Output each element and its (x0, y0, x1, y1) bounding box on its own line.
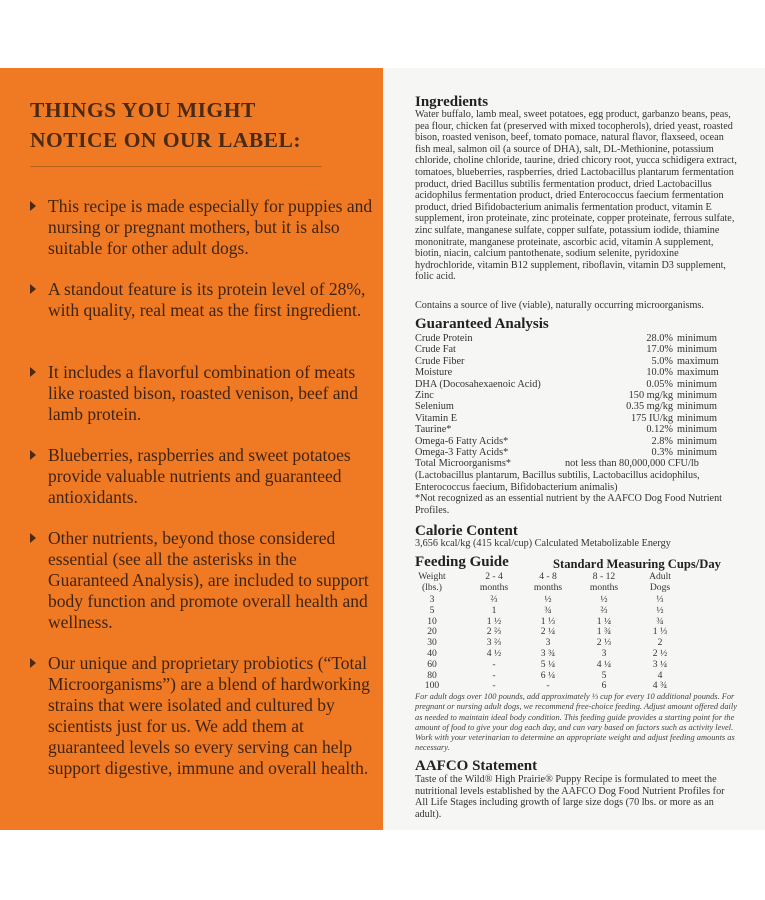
nutrient-unit: minimum (677, 401, 718, 413)
feeding-cell: 1 (491, 604, 497, 616)
feeding-cell: 3 ⅔ (486, 637, 502, 649)
feeding-cell: ½ (656, 604, 664, 616)
nutrient-name: Crude Fiber (415, 355, 465, 367)
feeding-cell: 3 (601, 648, 607, 659)
nutrient-name: Moisture (415, 367, 453, 379)
nutrient-unit: minimum (677, 412, 718, 424)
nutrient-name: Crude Protein (415, 333, 473, 344)
aafco-statement-heading: AAFCO Statement (415, 758, 538, 774)
feeding-header-cell: (lbs.) (422, 582, 442, 593)
nutrient-unit: minimum (677, 435, 718, 447)
nutrient-value: 0.3% (651, 447, 673, 458)
bullet-text: It includes a flavorful combination of meats like roasted bison, roasted venison, beef and lamb protein. (48, 362, 359, 424)
bullet-arrow-icon (30, 658, 36, 668)
feeding-cell: 4 ¾ (652, 680, 668, 692)
bullet-item (48, 196, 373, 259)
calorie-content-text: 3,656 kcal/kg (415 kcal/cup) Calculated Metabolizable Energy (415, 538, 671, 549)
nutrient-name: Crude Fat (415, 344, 456, 356)
guaranteed-row (415, 390, 745, 402)
feeding-cell: 2 ⅔ (486, 626, 502, 638)
guaranteed-row (415, 436, 745, 448)
feeding-header-cell: Adult (649, 571, 671, 582)
nutrient-unit: minimum (677, 333, 718, 344)
nutrient-unit: minimum (677, 447, 718, 458)
bullet-item (48, 445, 373, 508)
panel-title-line-1: THINGS YOU MIGHT (30, 98, 256, 122)
ingredients-heading: Ingredients (415, 94, 489, 110)
microorganisms-strains: (Lactobacillus plantarum, Bacillus subtilis, Lactobacillus acidophilus, Enterococcus faecium, Bifidobacterium animalis) (415, 470, 700, 493)
nutrient-name: Omega-3 Fatty Acids* (415, 447, 509, 458)
microorganisms-name: Total Microorganisms* (415, 458, 512, 469)
bullet-arrow-icon (30, 367, 36, 377)
feeding-cell: 80 (427, 669, 437, 681)
feeding-header-cell: 2 - 4 (485, 571, 503, 582)
bullet-arrow-icon (30, 533, 36, 543)
feeding-cell: 4 ¼ (596, 658, 612, 670)
nutrient-name: DHA (Docosahexaenoic Acid) (415, 378, 541, 390)
feeding-cell: ⅔ (600, 604, 608, 616)
guaranteed-row (415, 379, 745, 391)
bullet-item (48, 279, 373, 321)
nutrient-value: 0.05% (646, 378, 673, 390)
feeding-cell: 2 ½ (652, 648, 668, 659)
guaranteed-row (415, 413, 745, 425)
feeding-cell: 5 ¼ (540, 658, 556, 670)
feeding-header-cell: months (589, 582, 619, 593)
calorie-content-heading: Calorie Content (415, 523, 518, 539)
guaranteed-row (415, 367, 745, 379)
feeding-cell: 60 (427, 658, 437, 670)
feeding-header-cell: Dogs (649, 582, 671, 593)
nutrient-value: 0.35 mg/kg (626, 401, 673, 413)
nutrient-name: Taurine* (415, 424, 452, 436)
nutrient-value: 0.12% (646, 424, 673, 436)
feeding-cell: - (546, 680, 550, 692)
feeding-cell: 1 ¾ (596, 626, 612, 638)
feeding-cell: ⅓ (656, 594, 664, 605)
guaranteed-row (415, 424, 745, 436)
bullet-text: Our unique and proprietary probiotics (“Total Microorganisms”) are a blend of hardworking strains that were isolated and cultured by scientists just for us. We add them at guaranteed levels so every serving can help support digestive, immune and overall health. (48, 653, 370, 778)
bullet-item (48, 362, 373, 425)
feeding-header-cell: 8 - 12 (592, 571, 616, 582)
aafco-statement-text: Taste of the Wild® High Prairie® Puppy Recipe is formulated to meet the nutritional levels established by the AAFCO Dog Food Nutrient Profiles for All Life Stages including growth of large size dogs (70 lbs. or more as an adult). (415, 774, 725, 820)
feeding-cell: 10 (427, 615, 437, 627)
feeding-cell: 100 (424, 680, 440, 692)
nutrient-value: 10.0% (646, 367, 673, 379)
guaranteed-analysis-heading: Guaranteed Analysis (415, 316, 549, 332)
feeding-cell: 40 (427, 648, 437, 659)
nutrient-name: Omega-6 Fatty Acids* (415, 435, 509, 447)
guaranteed-row (415, 401, 745, 413)
microorganisms-row (415, 458, 745, 470)
bullet-text: This recipe is made especially for puppies and nursing or pregnant mothers, but it is also suitable for other adult dogs. (48, 196, 373, 258)
feeding-cell: - (492, 680, 496, 692)
nutrient-unit: minimum (677, 378, 718, 390)
feeding-cell: 3 (545, 637, 551, 649)
nutrient-unit: maximum (677, 367, 719, 379)
nutrient-unit: minimum (677, 344, 718, 356)
feeding-cell: 3 ¾ (540, 648, 556, 659)
feeding-cell: 1 ¼ (596, 615, 612, 627)
left-info-panel (0, 68, 383, 830)
guaranteed-row (415, 356, 745, 368)
nutrient-value: 2.8% (651, 435, 673, 447)
live-microorganisms-note: Contains a source of live (viable), naturally occurring microorganisms. (415, 300, 704, 311)
feeding-cell: ½ (600, 594, 608, 605)
feeding-cell: - (492, 658, 496, 670)
nutrient-value: 150 mg/kg (628, 390, 673, 401)
guaranteed-row (415, 333, 745, 345)
nutrient-name: Vitamin E (415, 412, 457, 424)
feeding-cell: 1 ⅓ (540, 615, 556, 627)
bullet-text: Other nutrients, beyond those considered essential (see all the asterisks in the Guaranteed Analysis), are included to support body function and promote overall health and wellness. (48, 528, 369, 632)
nutrient-value: 175 IU/kg (630, 412, 673, 424)
nutrition-label-panel (383, 68, 765, 830)
feeding-cell: - (492, 669, 496, 681)
feeding-guide-subheading: Standard Measuring Cups/Day (553, 557, 721, 571)
nutrient-value: 5.0% (651, 355, 673, 367)
feeding-cell: 1 ⅓ (652, 626, 668, 638)
bullet-text: A standout feature is its protein level of 28%, with quality, real meat as the first ingredient. (48, 279, 366, 320)
guaranteed-row (415, 344, 745, 356)
feeding-cell: 3 (429, 594, 435, 605)
bullet-item (48, 528, 373, 633)
feeding-cell: 1 ½ (486, 615, 502, 627)
bullet-arrow-icon (30, 450, 36, 460)
nutrient-value: 17.0% (646, 344, 673, 356)
feeding-cell: 2 ⅓ (596, 637, 612, 649)
title-divider (30, 166, 322, 167)
aafco-essential-note: *Not recognized as an essential nutrient by the AAFCO Dog Food Nutrient Profiles. (415, 493, 722, 516)
feeding-cell: 20 (427, 626, 437, 638)
nutrient-value: 28.0% (646, 333, 673, 344)
bullet-text: Blueberries, raspberries and sweet potatoes provide valuable nutrients and guaranteed antioxidants. (48, 445, 351, 507)
feeding-cell: ¾ (544, 604, 552, 616)
nutrient-unit: minimum (677, 390, 718, 401)
nutrient-unit: maximum (677, 355, 719, 367)
microorganisms-value: not less than 80,000,000 CFU/lb (565, 458, 699, 469)
bullet-arrow-icon (30, 201, 36, 211)
feeding-header-cell: Weight (418, 571, 446, 582)
nutrient-name: Selenium (415, 401, 454, 413)
ingredients-text: Water buffalo, lamb meal, sweet potatoes, egg product, garbanzo beans, peas, pea flour, chicken fat (preserved with mixed tocopherols), dried yeast, roasted bison, roasted venison, beef, tomato pomace, natural flavor, flaxseed, ocean fish meal, salmon oil (a source of DHA), salt, DL-Methionine, potassium chloride, choline chloride, taurine, dried chicory root, yucca schidigera extract, tomatoes, blueberries, raspberries, dried Lactobacillus plantarum fermentation product, dried Bacillus subtilis fermentation product, dried Lactobacillus acidophilus fermentation product, dried Enterococcus faecium fermentation product, dried Bifidobacterium animalis fermentation product, vitamin E supplement, iron proteinate, zinc proteinate, copper proteinate, ferrous sulfate, zinc sulfate, manganese sulfate, copper sulfate, potassium iodide, thiamine mononitrate, manganese proteinate, ascorbic acid, vitamin A supplement, biotin, niacin, calcium pantothenate, sodium selenite, pyridoxine hydrochloride, vitamin B12 supplement, riboflavin, vitamin D3 supplement, folic acid. (415, 109, 737, 283)
feeding-cell: 6 ¼ (540, 669, 556, 681)
bullet-item (48, 653, 373, 779)
feeding-cell: 30 (427, 637, 437, 649)
feeding-cell: ⅔ (490, 594, 498, 605)
feeding-header-cell: months (533, 582, 563, 593)
feeding-guide-note: For adult dogs over 100 pounds, add approximately ⅓ cup for every 10 additional pounds. For pregnant or nursing adult dogs, we recommend free-choice feeding. Adjust amount offered daily as needed to maintain ideal body condition. This feeding guide provides a starting point for the amount of food to give your dog each day, and can vary based on factors such as activity level. Work with your veterinarian to determine an appropriate weight and adjust feeding amounts as necessary. (415, 692, 737, 753)
feeding-cell: 2 (657, 637, 663, 649)
panel-title-line-2: NOTICE ON OUR LABEL: (30, 128, 302, 152)
feeding-cell: ½ (544, 594, 552, 605)
panel-title (30, 95, 360, 155)
feeding-cell: 4 ½ (486, 648, 502, 659)
feeding-cell: 4 (657, 669, 663, 681)
feeding-cell: 5 (601, 669, 607, 681)
feeding-cell: 3 ¼ (652, 658, 668, 670)
feeding-cell: ¾ (656, 615, 664, 627)
nutrient-name: Zinc (415, 390, 434, 401)
bullet-arrow-icon (30, 284, 36, 294)
feeding-header-cell: 4 - 8 (539, 571, 557, 582)
feeding-header-cell: months (479, 582, 509, 593)
feeding-cell: 5 (429, 604, 435, 616)
feeding-cell: 2 ¼ (540, 626, 556, 638)
guaranteed-row (415, 447, 745, 459)
feeding-guide-heading: Feeding Guide (415, 554, 509, 570)
nutrient-unit: minimum (677, 424, 718, 436)
feeding-cell: 6 (601, 680, 607, 692)
